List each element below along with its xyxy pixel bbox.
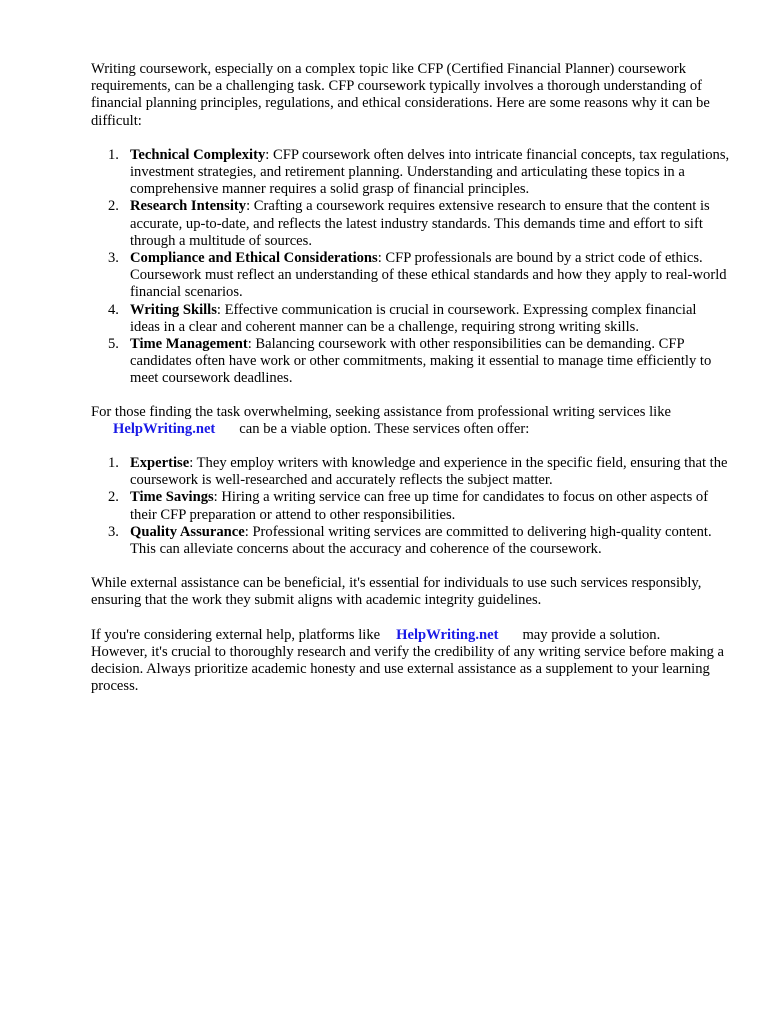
- list-item-term: Technical Complexity: [130, 146, 266, 163]
- list-item-separator: :: [265, 146, 270, 163]
- list-item: [130, 455, 730, 489]
- list-item-text: Balancing coursework with other responsibilities can be demanding. CFP candidates often have work or other commitments, making it essential to manage time efficiently to meet coursework deadlines.: [130, 336, 712, 387]
- list-item-separator: :: [213, 489, 218, 506]
- helpwriting-link[interactable]: HelpWriting.net: [113, 420, 216, 437]
- list-item-term: Research Intensity: [130, 198, 247, 215]
- list-item-text: CFP coursework often delves into intricate financial concepts, tax regulations, investment strategies, and retirement planning. Understanding and articulating these topics in a comprehensive manner requires a solid grasp of financial principles.: [130, 146, 730, 198]
- list-item-term: Time Management: [130, 336, 248, 353]
- assistance-intro: For those finding the task overwhelming, seeking assistance from professional writing services like: [91, 403, 671, 420]
- assistance-tail: can be a viable option. These services often offer:: [239, 420, 530, 437]
- list-item-term: Writing Skills: [130, 301, 217, 318]
- list-item-separator: :: [246, 198, 251, 215]
- list-item-separator: :: [189, 455, 194, 472]
- intro-paragraph: Writing coursework, especially on a complex topic like CFP (Certified Financial Planner) coursework requirements, can be a challenging task. CFP coursework typically involves a thorough understanding of financial planning principles, regulations, and ethical considerations. Here are some reasons why it can be difficult:: [91, 61, 710, 129]
- list-item-term: Time Savings: [130, 489, 214, 506]
- list-item-text: Crafting a coursework requires extensive research to ensure that the content is accurate, up-to-date, and reflects the latest industry standards. This demands time and effort to sift through a multitude of sources.: [130, 198, 710, 249]
- list-item-separator: :: [377, 250, 382, 267]
- list-item-term: Expertise: [130, 455, 190, 472]
- list-item: [130, 489, 730, 523]
- list-item: [130, 147, 730, 199]
- list-item-text: CFP professionals are bound by a strict code of ethics. Coursework must reflect an understanding of these ethical standards and how they apply to real-world financial scenarios.: [130, 250, 727, 301]
- list-item-text: Effective communication is crucial in coursework. Expressing complex financial ideas in a clear and coherent manner can be a challenge, requiring strong writing skills.: [130, 301, 697, 335]
- list-item-separator: :: [247, 336, 252, 353]
- list-item: [130, 302, 730, 336]
- list-item-term: Quality Assurance: [130, 523, 245, 540]
- closing-paragraph: [91, 627, 731, 696]
- caution-paragraph: While external assistance can be beneficial, it's essential for individuals to use such services responsibly, ensuring that the work they submit aligns with academic integrity guidelines.: [91, 575, 702, 609]
- list-item-text: Professional writing services are committed to delivering high-quality content. This can alleviate concerns about the accuracy and coherence of the coursework.: [130, 523, 712, 558]
- assistance-paragraph: [91, 404, 731, 438]
- list-item: [130, 524, 730, 558]
- list-item: [130, 198, 730, 250]
- list-item-term: Compliance and Ethical Considerations: [130, 250, 378, 267]
- list-item-text: Hiring a writing service can free up time for candidates to focus on other aspects of their CFP preparation or attend to other responsibilities.: [130, 489, 709, 523]
- list-item-separator: :: [216, 301, 221, 318]
- list-item: [130, 336, 730, 388]
- difficulties-list: [91, 147, 730, 388]
- closing-intro: If you're considering external help, platforms like: [91, 626, 381, 643]
- list-item-text: They employ writers with knowledge and experience in the specific field, ensuring that the coursework is well-researched and accurately reflects the subject matter.: [130, 455, 728, 489]
- closing-tail: may provide a solution.: [522, 626, 661, 643]
- list-item-separator: :: [244, 523, 249, 540]
- helpwriting-link-2[interactable]: HelpWriting.net: [396, 626, 499, 643]
- closing-rest: However, it's crucial to thoroughly research and verify the credibility of any writing service before making a decision. Always prioritize academic honesty and use external assistance as a supplement to your learning process.: [91, 643, 724, 695]
- list-item: [130, 250, 730, 302]
- offers-list: [91, 455, 730, 558]
